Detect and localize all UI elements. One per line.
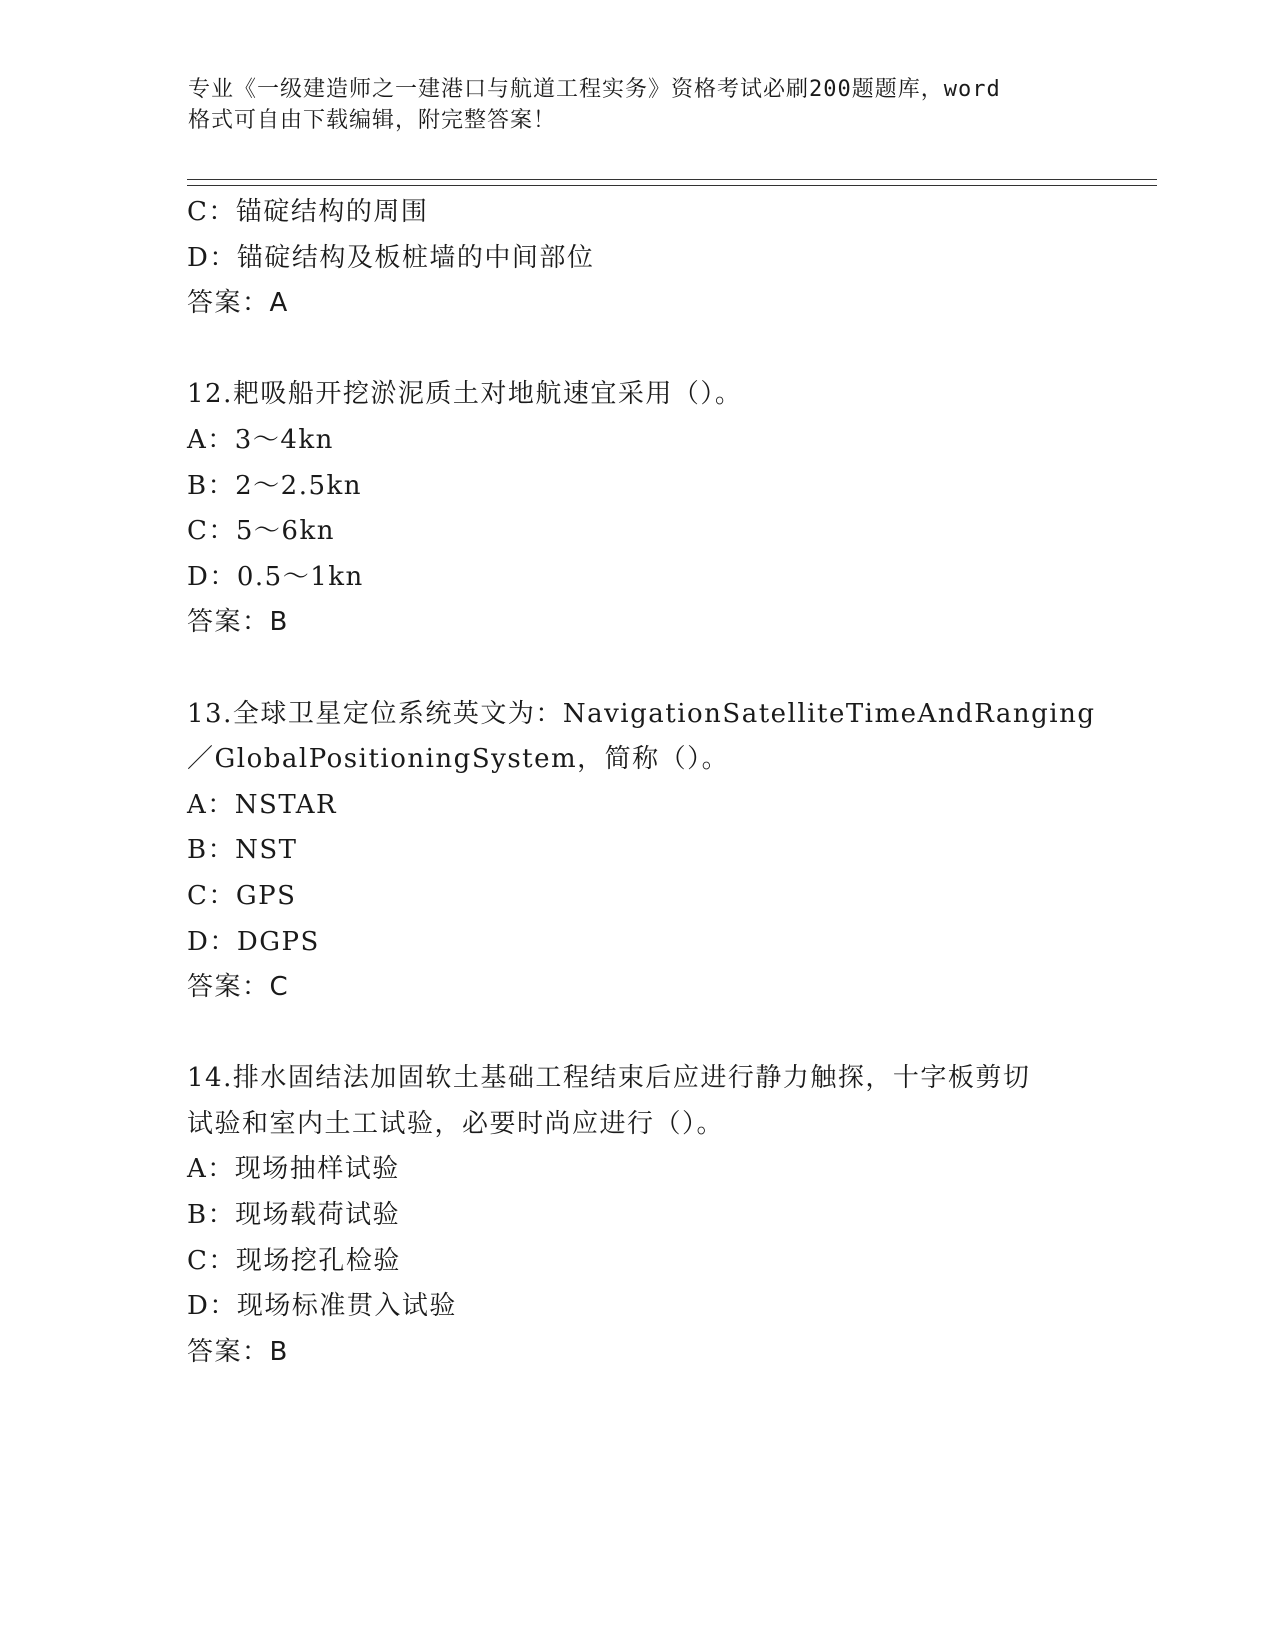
spacer xyxy=(187,1011,1187,1057)
option-d: D：DGPS xyxy=(187,926,320,957)
question-stem-continued: ／GlobalPositioningSystem，简称（）。 xyxy=(187,744,730,775)
question-11-continued xyxy=(187,190,1187,327)
spacer xyxy=(187,646,1187,692)
question-13 xyxy=(187,692,1187,1011)
answer-label: 答案：B xyxy=(187,607,289,638)
question-14 xyxy=(187,1056,1187,1375)
question-stem: 12.耙吸船开挖淤泥质土对地航速宜采用（）。 xyxy=(187,379,743,410)
document-header xyxy=(188,74,1088,136)
option-d: D：锚碇结构及板桩墙的中间部位 xyxy=(187,242,595,273)
question-12 xyxy=(187,372,1187,646)
question-list xyxy=(187,190,1187,1375)
header-divider-bottom xyxy=(187,185,1157,186)
header-divider-top xyxy=(187,179,1157,180)
option-a: A：NSTAR xyxy=(187,789,338,820)
answer-label: 答案：A xyxy=(187,288,289,319)
option-c: C：锚碇结构的周围 xyxy=(187,197,429,227)
option-d: D：0.5～1kn xyxy=(187,561,364,592)
option-b: B：NST xyxy=(187,835,298,866)
question-stem: 13.全球卫星定位系统英文为：NavigationSatelliteTimeAndRanging xyxy=(187,698,1096,729)
answer-label: 答案：B xyxy=(187,1336,289,1367)
header-title-line-1: 专业《一级建造师之一建港口与航道工程实务》资格考试必刷200题题库，word xyxy=(188,77,1001,102)
option-c: C：现场挖孔检验 xyxy=(187,1245,401,1276)
spacer xyxy=(187,327,1187,373)
question-stem-continued: 试验和室内土工试验，必要时尚应进行（）。 xyxy=(187,1108,725,1139)
option-b: B：2～2.5kn xyxy=(187,470,362,501)
option-b: B：现场载荷试验 xyxy=(187,1200,401,1231)
option-c: C：GPS xyxy=(187,880,297,911)
question-stem: 14.排水固结法加固软土基础工程结束后应进行静力触探，十字板剪切 xyxy=(187,1063,1031,1094)
option-d: D：现场标准贯入试验 xyxy=(187,1291,457,1322)
option-a: A：现场抽样试验 xyxy=(187,1154,400,1185)
option-c: C：5～6kn xyxy=(187,516,335,547)
header-title-line-2: 格式可自由下载编辑，附完整答案！ xyxy=(188,108,557,133)
answer-label: 答案：C xyxy=(187,972,290,1003)
option-a: A：3～4kn xyxy=(187,424,334,455)
